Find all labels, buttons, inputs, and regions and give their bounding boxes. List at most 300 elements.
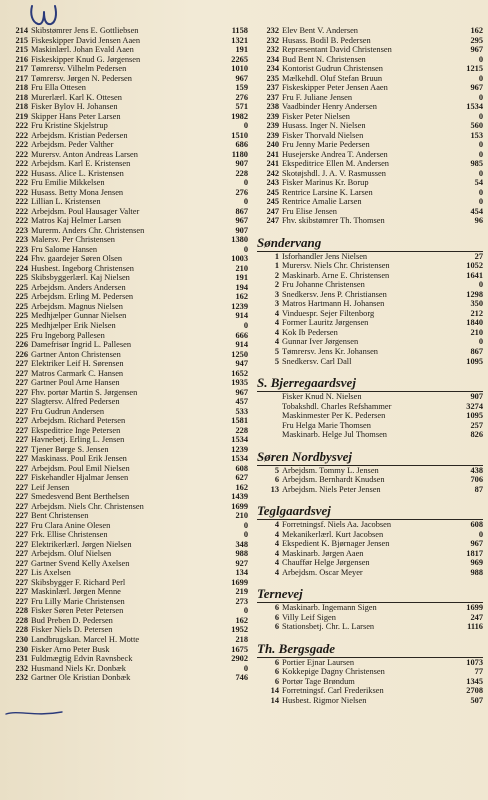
list-item (257, 667, 483, 677)
list-item (257, 64, 483, 74)
amount-value: 1982 (231, 111, 248, 121)
house-number: 1 (274, 261, 279, 271)
street-heading: Ternevej (257, 585, 483, 603)
list-item (4, 359, 248, 369)
resident-name: Husass. Inger N. Nielsen (282, 121, 366, 131)
resident-name: Arbejdsm. Poul Emil Nielsen (31, 463, 130, 473)
amount-value: 191 (235, 45, 248, 55)
amount-value: 2265 (231, 54, 248, 64)
resident-name: Ekspeditrice Ellen M. Andersen (282, 159, 389, 169)
house-number: 219 (15, 111, 28, 121)
amount-value: 162 (470, 26, 483, 35)
list-item (4, 645, 248, 655)
list-item (4, 64, 248, 74)
house-number: 232 (266, 35, 279, 45)
resident-name: Husass. Alice L. Kristensen (31, 168, 124, 178)
resident-name: Bent Christensen (31, 511, 89, 521)
amount-value: 1239 (231, 301, 248, 311)
resident-name: Arbejdsm. Anders Andersen (31, 282, 126, 292)
house-number: 2 (274, 270, 279, 280)
amount-value: 1699 (231, 501, 248, 511)
list-item (4, 178, 248, 188)
resident-name: Malersv. Per Christensen (31, 235, 115, 245)
amount-value: 228 (235, 168, 248, 178)
list-item (257, 150, 483, 160)
house-number: 4 (274, 548, 279, 558)
house-number: 245 (266, 187, 279, 197)
amount-value: 1581 (231, 416, 248, 426)
amount-value: 1180 (231, 149, 248, 159)
list-item (4, 45, 248, 55)
house-number: 218 (15, 92, 28, 102)
list-item (257, 121, 483, 131)
resident-name: Gunnar Iver Jørgensen (282, 337, 359, 347)
list-item (4, 188, 248, 198)
list-item (4, 264, 248, 274)
list-item (4, 416, 248, 426)
list-item (4, 673, 248, 683)
resident-name: Husejerske Andrea T. Andersen (282, 149, 388, 159)
house-number: 228 (15, 606, 28, 616)
amount-value: 457 (235, 397, 248, 407)
amount-value: 1380 (231, 235, 248, 245)
list-item (257, 622, 483, 632)
house-number: 5 (274, 356, 279, 366)
list-item (4, 473, 248, 483)
amount-value: 77 (474, 667, 483, 677)
amount-value: 967 (235, 387, 248, 397)
list-item (257, 677, 483, 687)
house-number: 242 (266, 168, 279, 178)
resident-name: Fisker Knud N. Nielsen (282, 392, 362, 402)
house-number: 232 (15, 673, 28, 683)
resident-name: Skibstømrer Jens E. Gottliebsen (31, 26, 139, 35)
house-number: 245 (266, 197, 279, 207)
resident-name: Arbejdsm. Karl E. Kristensen (31, 159, 131, 169)
list-item (4, 606, 248, 616)
amount-value: 194 (235, 282, 248, 292)
amount-value: 0 (478, 73, 483, 83)
resident-name: Fru Emilie Mikkelsen (31, 178, 105, 188)
amount-value: 276 (235, 187, 248, 197)
resident-name: Arbejdsm. Kristian Pedersen (31, 130, 128, 140)
list-item (257, 112, 483, 122)
list-item (4, 150, 248, 160)
house-number: 6 (274, 603, 279, 613)
amount-value: 0 (478, 197, 483, 207)
house-number: 227 (15, 511, 28, 521)
street-heading: Th. Bergsgade (257, 640, 483, 658)
amount-value: 967 (235, 216, 248, 226)
resident-name: Husbest. Rigmor Nielsen (282, 695, 367, 705)
house-number: 237 (266, 92, 279, 102)
amount-value: 0 (243, 178, 248, 188)
house-number: 234 (266, 54, 279, 64)
house-number: 227 (15, 558, 28, 568)
amount-value: 1010 (231, 64, 248, 74)
list-item (4, 625, 248, 635)
resident-name: Fru Helga Marie Thomsen (282, 420, 371, 430)
amount-value: 533 (235, 406, 248, 416)
list-item (4, 26, 248, 36)
house-number: 227 (15, 568, 28, 578)
house-number: 237 (266, 83, 279, 93)
house-number: 4 (274, 558, 279, 568)
house-number: 232 (266, 45, 279, 55)
list-item (4, 197, 248, 207)
amount-value: 1345 (466, 676, 483, 686)
amount-value: 666 (235, 330, 248, 340)
house-number: 6 (274, 676, 279, 686)
amount-value: 218 (235, 635, 248, 644)
amount-value: 210 (235, 511, 248, 521)
house-number: 222 (15, 178, 28, 188)
amount-value: 0 (243, 197, 248, 207)
resident-name: Vaadbinder Henry Andersen (282, 102, 377, 112)
resident-name: Forretningsf. Niels Aa. Jacobsen (282, 520, 392, 530)
list-item (4, 226, 248, 236)
house-number: 5 (274, 346, 279, 356)
list-item (4, 530, 248, 540)
right-column (257, 26, 483, 705)
resident-name: Gartner Ole Kristian Donbæk (31, 673, 131, 683)
list-item (4, 140, 248, 150)
amount-value: 967 (470, 83, 483, 93)
resident-name: Fiskeskipper Knud G. Jørgensen (31, 54, 141, 64)
house-number: 227 (15, 387, 28, 397)
house-number: 4 (274, 567, 279, 577)
street-heading: Søren Nordbysvej (257, 448, 483, 466)
resident-name: Portør Tage Brøndum (282, 676, 355, 686)
resident-name: Maskinass. Poul Erik Jensen (31, 454, 127, 464)
list-item (257, 36, 483, 46)
amount-value: 571 (235, 102, 248, 112)
house-number: 5 (274, 465, 279, 475)
house-number: 238 (266, 102, 279, 112)
resident-name: Fru Elise Jensen (282, 206, 337, 216)
resident-name: Gartner Svend Kelly Axelsen (31, 558, 130, 568)
house-number: 227 (15, 482, 28, 492)
resident-name: Fru F. Juliane Jensen (282, 92, 353, 102)
house-number: 4 (274, 318, 279, 328)
resident-name: Arbejdsm. Peder Valther (31, 140, 114, 150)
list-item (4, 245, 248, 255)
amount-value: 0 (243, 606, 248, 616)
list-item (4, 131, 248, 141)
list-item (4, 254, 248, 264)
list-item (257, 530, 483, 540)
list-item (257, 140, 483, 150)
resident-name: Gartner Anton Christensen (31, 349, 121, 359)
amount-value: 1699 (231, 577, 248, 587)
amount-value: 1158 (231, 26, 248, 35)
resident-name: Arbejdsm. Niels Chr. Christensen (31, 501, 144, 511)
house-number: 225 (15, 282, 28, 292)
resident-name: Medhjælper Gunnar Nielsen (31, 311, 127, 321)
list-item (257, 290, 483, 300)
resident-name: Tobakshdl. Charles Refshammer (282, 401, 392, 411)
list-item (257, 421, 483, 431)
amount-value: 914 (235, 311, 248, 321)
house-number: 227 (15, 549, 28, 559)
resident-name: Former Lauritz Jørgensen (282, 318, 369, 328)
list-item (257, 55, 483, 65)
amount-value: 1239 (231, 444, 248, 454)
amount-value: 1298 (466, 289, 483, 299)
amount-value: 1321 (231, 35, 248, 45)
house-number: 225 (15, 292, 28, 302)
amount-value: 153 (470, 130, 483, 140)
house-number: 225 (15, 301, 28, 311)
amount-value: 0 (243, 520, 248, 530)
amount-value: 985 (470, 159, 483, 169)
house-number: 222 (15, 121, 28, 131)
house-number: 247 (266, 206, 279, 216)
house-number: 4 (274, 327, 279, 337)
house-number: 227 (15, 520, 28, 530)
house-number: 6 (274, 667, 279, 677)
resident-name: Skibsbygger F. Richard Perl (31, 577, 126, 587)
house-number: 239 (266, 111, 279, 121)
house-number: 232 (15, 663, 28, 673)
list-item (4, 350, 248, 360)
amount-value: 1052 (466, 261, 483, 271)
list-item (257, 271, 483, 281)
amount-value: 1534 (231, 454, 248, 464)
resident-name: Murersv. Anton Andreas Larsen (31, 149, 138, 159)
resident-name: Snedkersv. Jens P. Christiansen (282, 289, 387, 299)
list-item (4, 102, 248, 112)
list-item (257, 318, 483, 328)
list-item (4, 93, 248, 103)
resident-name: Husmand Niels Kr. Donbæk (31, 663, 126, 673)
resident-name: Elektrikerlærl. Jørgen Nielsen (31, 539, 132, 549)
amount-value: 134 (235, 568, 248, 578)
amount-value: 212 (470, 308, 483, 318)
amount-value: 1073 (466, 657, 483, 667)
list-item (4, 664, 248, 674)
list-item (257, 520, 483, 530)
list-item (4, 502, 248, 512)
list-item (4, 549, 248, 559)
list-item (257, 102, 483, 112)
house-number: 227 (15, 359, 28, 369)
resident-name: Landbrugskan. Marcel H. Motte (31, 635, 140, 644)
list-item (257, 686, 483, 696)
house-number: 227 (15, 577, 28, 587)
amount-value: 295 (470, 35, 483, 45)
list-item (4, 587, 248, 597)
list-item (4, 83, 248, 93)
resident-name: Fiskeskipper David Jensen Aaen (31, 35, 141, 45)
resident-name: Matros Hartmann H. Johansen (282, 299, 385, 309)
amount-value: 0 (243, 663, 248, 673)
resident-name: Forretningsf. Carl Frederiksen (282, 686, 384, 696)
amount-value: 914 (235, 340, 248, 350)
resident-name: Matros Kaj Helmer Larsen (31, 216, 121, 226)
house-number: 227 (15, 454, 28, 464)
amount-value: 2902 (231, 654, 248, 664)
list-item (4, 112, 248, 122)
amount-value: 608 (470, 520, 483, 530)
list-item (4, 454, 248, 464)
list-item (4, 169, 248, 179)
resident-name: Medhjælper Erik Nielsen (31, 320, 116, 330)
list-item (257, 74, 483, 84)
resident-name: Maskinarb. Jørgen Aaen (282, 548, 364, 558)
amount-value: 438 (470, 465, 483, 475)
amount-value: 0 (478, 280, 483, 290)
resident-name: Arbejdsm. Erling M. Pedersen (31, 292, 134, 302)
house-number: 223 (15, 235, 28, 245)
resident-name: Fisker Bylov H. Johansen (31, 102, 118, 112)
amount-value: 162 (235, 292, 248, 302)
amount-value: 969 (470, 558, 483, 568)
list-item (257, 466, 483, 476)
amount-value: 686 (235, 140, 248, 150)
list-item (257, 475, 483, 485)
resident-name: Mekanikerlærl. Kurt Jacobsen (282, 529, 384, 539)
resident-name: Fru Gudrun Andersen (31, 406, 105, 416)
list-item (257, 261, 483, 271)
list-item (4, 36, 248, 46)
house-number: 227 (15, 587, 28, 597)
list-item (257, 603, 483, 613)
amount-value: 746 (235, 673, 248, 683)
amount-value: 907 (470, 392, 483, 402)
amount-value: 967 (235, 73, 248, 83)
amount-value: 560 (470, 121, 483, 131)
resident-name: Tømrersv. Jens Kr. Johansen (282, 346, 378, 356)
amount-value: 1817 (466, 548, 483, 558)
amount-value: 162 (235, 482, 248, 492)
amount-value: 507 (470, 695, 483, 705)
resident-name: Villy Leif Sigen (282, 612, 336, 622)
resident-name: Havnebetj. Erling L. Jensen (31, 435, 125, 445)
house-number: 240 (266, 140, 279, 150)
amount-value: 627 (235, 473, 248, 483)
list-item (257, 347, 483, 357)
amount-value: 0 (478, 111, 483, 121)
resident-name: Matros Carmark C. Hansen (31, 368, 124, 378)
resident-name: Fisker Niels D. Petersen (31, 625, 113, 635)
amount-value: 2708 (466, 686, 483, 696)
list-item (257, 549, 483, 559)
resident-name: Skotøjshdl. J. A. V. Rasmussen (282, 168, 386, 178)
list-item (257, 178, 483, 188)
list-item (4, 597, 248, 607)
list-item (4, 388, 248, 398)
house-number: 215 (15, 35, 28, 45)
house-number: 227 (15, 397, 28, 407)
resident-name: Arbejdsm. Oscar Meyer (282, 567, 363, 577)
list-item (257, 197, 483, 207)
house-number: 4 (274, 308, 279, 318)
house-number: 241 (266, 159, 279, 169)
house-number: 228 (15, 615, 28, 625)
list-item (257, 26, 483, 36)
list-item (257, 159, 483, 169)
list-item (257, 45, 483, 55)
list-item (4, 55, 248, 65)
list-item (257, 83, 483, 93)
house-number: 2 (274, 280, 279, 290)
resident-name: Stationsbetj. Chr. L. Larsen (282, 622, 375, 632)
house-number: 214 (15, 26, 28, 35)
amount-value: 348 (235, 539, 248, 549)
resident-name: Bud Preben D. Pedersen (31, 615, 113, 625)
list-item (257, 299, 483, 309)
house-number: 227 (15, 501, 28, 511)
house-number: 218 (15, 102, 28, 112)
amount-value: 247 (470, 612, 483, 622)
amount-value: 1952 (231, 625, 248, 635)
amount-value: 0 (478, 92, 483, 102)
list-item (257, 328, 483, 338)
resident-name: Mælkehdl. Oluf Stefan Bruun (282, 73, 383, 83)
resident-name: Fru Clara Anine Olesen (31, 520, 111, 530)
house-number: 227 (15, 368, 28, 378)
list-item (4, 216, 248, 226)
list-item (257, 613, 483, 623)
house-number: 228 (15, 625, 28, 635)
amount-value: 988 (235, 549, 248, 559)
amount-value: 0 (243, 244, 248, 254)
resident-name: Fhv. gaardejer Søren Olsen (31, 254, 123, 264)
house-number: 231 (15, 654, 28, 664)
house-number: 14 (270, 695, 279, 705)
list-item (257, 568, 483, 578)
amount-value: 276 (235, 92, 248, 102)
pen-underline-icon (4, 708, 64, 718)
amount-value: 0 (478, 187, 483, 197)
resident-name: Maskinlærl. Jørgen Menne (31, 587, 121, 597)
amount-value: 967 (470, 539, 483, 549)
resident-name: Arbejdsm. Oluf Nielsen (31, 549, 112, 559)
amount-value: 907 (235, 159, 248, 169)
house-number: 232 (266, 26, 279, 35)
house-number: 226 (15, 349, 28, 359)
handwritten-mark-icon (26, 2, 66, 28)
list-item (257, 357, 483, 367)
house-number: 3 (274, 289, 279, 299)
resident-name: Kokkepige Dagny Christensen (282, 667, 385, 677)
house-number: 14 (270, 686, 279, 696)
resident-name: Husbest. Ingeborg Christensen (31, 263, 134, 273)
resident-name: Snedkersv. Carl Dall (282, 356, 352, 366)
amount-value: 1510 (231, 130, 248, 140)
resident-name: Fru Johanne Christensen (282, 280, 365, 290)
list-item (257, 131, 483, 141)
list-item (4, 492, 248, 502)
list-item (4, 74, 248, 84)
house-number: 227 (15, 406, 28, 416)
house-number: 224 (15, 254, 28, 264)
house-number: 227 (15, 416, 28, 426)
list-item (4, 654, 248, 664)
resident-name: Fuldmægtig Edvin Ravnsbeck (31, 654, 133, 664)
amount-value: 228 (235, 425, 248, 435)
list-item (4, 292, 248, 302)
list-item (257, 216, 483, 226)
list-item (4, 559, 248, 569)
house-number: 222 (15, 130, 28, 140)
amount-value: 3274 (466, 401, 483, 411)
house-number: 227 (15, 539, 28, 549)
resident-name: Fisker Peter Nielsen (282, 111, 350, 121)
amount-value: 0 (478, 140, 483, 150)
amount-value: 947 (235, 359, 248, 369)
